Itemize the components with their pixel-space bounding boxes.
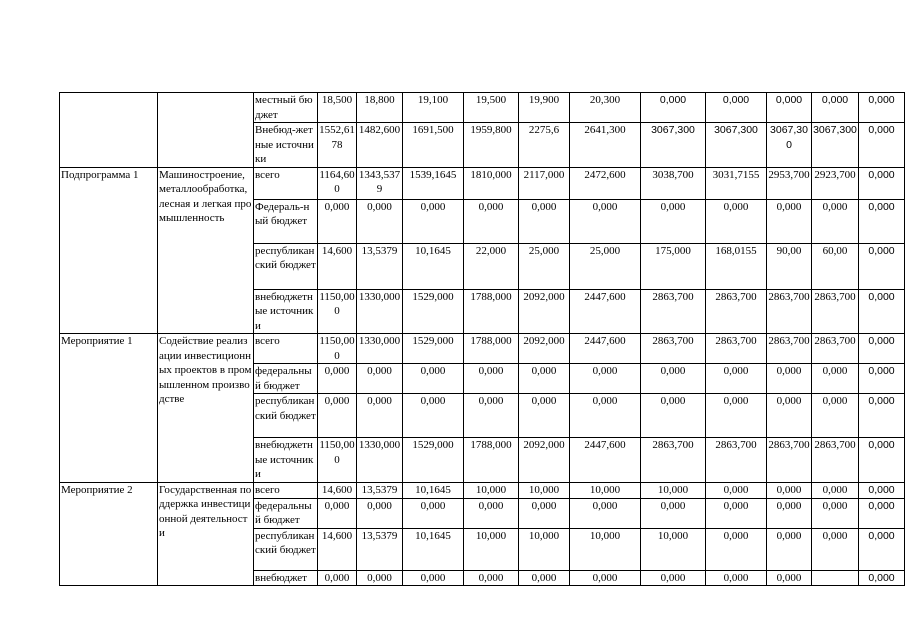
table-cell: 2092,000 — [519, 334, 570, 364]
table-cell: 10,000 — [641, 528, 706, 570]
table-cell: 1482,600 — [357, 123, 403, 168]
table-cell: 0,000 — [519, 199, 570, 243]
table-row — [60, 334, 905, 364]
table-cell: 0,000 — [706, 528, 767, 570]
table-cell: 0,000 — [859, 334, 905, 364]
table-cell: 0,000 — [570, 570, 641, 586]
table-cell: 0,000 — [357, 364, 403, 394]
table-row — [60, 167, 905, 199]
table-cell: 1529,000 — [403, 438, 464, 483]
table-cell: 0,000 — [859, 570, 905, 586]
table-cell: Содействие реализации инвестиционных проектов в промышленном производстве — [158, 334, 254, 483]
table-cell: 0,000 — [641, 498, 706, 528]
table-cell: 2953,700 — [767, 167, 812, 199]
table-cell: 1691,500 — [403, 123, 464, 168]
table-cell: 0,000 — [706, 570, 767, 586]
table-cell: 0,000 — [318, 498, 357, 528]
table-cell: 0,000 — [318, 199, 357, 243]
table-cell: 0,000 — [357, 570, 403, 586]
table-cell: 1959,800 — [464, 123, 519, 168]
table-cell: 0,000 — [464, 498, 519, 528]
table-cell: 0,000 — [519, 498, 570, 528]
table-cell: 2472,600 — [570, 167, 641, 199]
table-cell: 1330,000 — [357, 438, 403, 483]
table-cell: республиканский бюджет — [254, 528, 318, 570]
table-cell: 0,000 — [859, 482, 905, 498]
table-cell: 0,000 — [767, 199, 812, 243]
table-cell: 0,000 — [859, 123, 905, 168]
table-cell: 2863,700 — [767, 334, 812, 364]
table-cell: 1164,600 — [318, 167, 357, 199]
table-cell: 14,600 — [318, 482, 357, 498]
table-cell: 0,000 — [767, 570, 812, 586]
table-cell: 2863,700 — [706, 289, 767, 334]
table-cell: 10,1645 — [403, 243, 464, 289]
table-cell: Мероприятие 2 — [60, 482, 158, 586]
table-cell — [158, 93, 254, 168]
table-cell: 1343,5379 — [357, 167, 403, 199]
table-cell: 0,000 — [403, 570, 464, 586]
table-cell: 0,000 — [812, 498, 859, 528]
table-cell: 2447,600 — [570, 438, 641, 483]
table-cell: 0,000 — [318, 364, 357, 394]
table-cell: 10,000 — [570, 528, 641, 570]
table-cell: 10,000 — [519, 482, 570, 498]
table-cell: всего — [254, 482, 318, 498]
table-cell: 2275,6 — [519, 123, 570, 168]
table-cell: 0,000 — [767, 394, 812, 438]
table-cell: 0,000 — [767, 498, 812, 528]
table-cell: Подпрограмма 1 — [60, 167, 158, 334]
table-cell: 10,000 — [519, 528, 570, 570]
table-cell: 0,000 — [812, 528, 859, 570]
table-cell: Внебюд-жетные источники — [254, 123, 318, 168]
table-cell: республиканский бюджет — [254, 394, 318, 438]
table-cell: 0,000 — [767, 482, 812, 498]
table-cell: 0,000 — [519, 364, 570, 394]
table-cell: республиканский бюджет — [254, 243, 318, 289]
table-cell: 18,800 — [357, 93, 403, 123]
table-cell: 0,000 — [464, 199, 519, 243]
table-cell: 25,000 — [570, 243, 641, 289]
table-cell: 2092,000 — [519, 438, 570, 483]
table-cell: 0,000 — [812, 482, 859, 498]
table-cell: 0,000 — [519, 394, 570, 438]
table-cell: 3067,300 — [706, 123, 767, 168]
table-cell: 0,000 — [318, 394, 357, 438]
table-cell: 2923,700 — [812, 167, 859, 199]
table-cell: 0,000 — [767, 364, 812, 394]
table-cell: 3067,300 — [641, 123, 706, 168]
table-cell: 0,000 — [859, 167, 905, 199]
table-cell: 0,000 — [641, 570, 706, 586]
table-cell: 1330,000 — [357, 334, 403, 364]
table-cell: Федераль-ный бюджет — [254, 199, 318, 243]
table-cell: 0,000 — [859, 438, 905, 483]
table-cell: 20,300 — [570, 93, 641, 123]
table-cell: 0,000 — [403, 199, 464, 243]
table-cell: 60,00 — [812, 243, 859, 289]
table-cell: 0,000 — [706, 93, 767, 123]
table-cell: 3031,7155 — [706, 167, 767, 199]
table-cell: 0,000 — [812, 93, 859, 123]
table-cell: 19,900 — [519, 93, 570, 123]
table-cell: 10,000 — [641, 482, 706, 498]
table-cell: 2863,700 — [641, 289, 706, 334]
table-cell: 2447,600 — [570, 289, 641, 334]
table-cell: 0,000 — [859, 528, 905, 570]
table-cell: 175,000 — [641, 243, 706, 289]
table-cell: 2447,600 — [570, 334, 641, 364]
table-cell: 0,000 — [859, 289, 905, 334]
table-cell: 2863,700 — [812, 334, 859, 364]
table-cell: 13,5379 — [357, 528, 403, 570]
table-cell: 0,000 — [767, 93, 812, 123]
table-cell: 2863,700 — [641, 334, 706, 364]
table-cell: 0,000 — [570, 498, 641, 528]
table-body — [60, 93, 905, 586]
table-cell: 19,500 — [464, 93, 519, 123]
table-cell: 90,00 — [767, 243, 812, 289]
table-cell: 3067,300 — [812, 123, 859, 168]
table-cell: 0,000 — [859, 243, 905, 289]
table-cell: 1788,000 — [464, 289, 519, 334]
table-cell: 2863,700 — [641, 438, 706, 483]
table-cell — [812, 570, 859, 586]
table-cell: 13,5379 — [357, 243, 403, 289]
table-cell: 10,1645 — [403, 482, 464, 498]
table-cell: 0,000 — [641, 394, 706, 438]
table-cell: 0,000 — [403, 498, 464, 528]
table-cell: Мероприятие 1 — [60, 334, 158, 483]
budget-table — [59, 92, 905, 586]
table-cell: 14,600 — [318, 243, 357, 289]
table-cell: 18,500 — [318, 93, 357, 123]
table-cell: 2863,700 — [767, 289, 812, 334]
table-row — [60, 482, 905, 498]
table-cell: 19,100 — [403, 93, 464, 123]
table-cell: федеральный бюджет — [254, 364, 318, 394]
table-cell: 0,000 — [859, 394, 905, 438]
table-cell: 0,000 — [641, 199, 706, 243]
table-cell: 0,000 — [464, 364, 519, 394]
table-cell: всего — [254, 167, 318, 199]
table-cell: 2863,700 — [812, 289, 859, 334]
table-cell: 0,000 — [859, 93, 905, 123]
table-cell: 10,000 — [464, 528, 519, 570]
table-cell: 0,000 — [519, 570, 570, 586]
table-cell: 0,000 — [859, 498, 905, 528]
table-cell: 1810,000 — [464, 167, 519, 199]
table-cell: 0,000 — [318, 570, 357, 586]
table-cell: 0,000 — [641, 364, 706, 394]
table-cell: 0,000 — [859, 364, 905, 394]
table-cell: 0,000 — [570, 394, 641, 438]
table-cell: 0,000 — [357, 498, 403, 528]
table-cell: 3067,300 — [767, 123, 812, 168]
table-cell — [60, 93, 158, 168]
table-cell: 2863,700 — [706, 438, 767, 483]
table-cell: 0,000 — [706, 199, 767, 243]
table-cell: 10,000 — [464, 482, 519, 498]
table-cell: 0,000 — [464, 570, 519, 586]
table-cell: 0,000 — [706, 394, 767, 438]
table-cell: 14,600 — [318, 528, 357, 570]
table-cell: 2092,000 — [519, 289, 570, 334]
table-cell: 0,000 — [464, 394, 519, 438]
table-cell: 2863,700 — [812, 438, 859, 483]
table-cell: 13,5379 — [357, 482, 403, 498]
table-cell: 0,000 — [357, 394, 403, 438]
table-cell: 25,000 — [519, 243, 570, 289]
table-cell: 1788,000 — [464, 438, 519, 483]
table-cell: 2641,300 — [570, 123, 641, 168]
table-cell: 2863,700 — [706, 334, 767, 364]
table-cell: внебюджет — [254, 570, 318, 586]
table-cell: 0,000 — [570, 364, 641, 394]
table-cell: 1552,6178 — [318, 123, 357, 168]
table-cell: федеральный бюджет — [254, 498, 318, 528]
table-cell: Государственная поддержка инвестиционной деятельности — [158, 482, 254, 586]
table-cell: 1150,000 — [318, 438, 357, 483]
table-cell: 0,000 — [570, 199, 641, 243]
table-cell: всего — [254, 334, 318, 364]
table-cell: 0,000 — [403, 364, 464, 394]
table-cell: 1788,000 — [464, 334, 519, 364]
table-cell: 1539,1645 — [403, 167, 464, 199]
table-cell: 1150,000 — [319, 335, 355, 362]
table-cell: 0,000 — [812, 199, 859, 243]
table-cell: 0,000 — [859, 199, 905, 243]
table-cell: 0,000 — [812, 364, 859, 394]
table-cell: 2117,000 — [519, 167, 570, 199]
table-cell: 0,000 — [767, 528, 812, 570]
table-cell: 10,000 — [570, 482, 641, 498]
table-cell: 0,000 — [706, 364, 767, 394]
table-cell: 10,1645 — [403, 528, 464, 570]
table-cell: внебюджетные источники — [254, 289, 318, 334]
table-cell: 168,0155 — [706, 243, 767, 289]
table-cell: Машиностроение, металлообработка, лесная и легкая промышленность — [158, 167, 254, 334]
table-cell: внебюджетные источники — [254, 438, 318, 483]
table-cell: 22,000 — [464, 243, 519, 289]
table-cell: 3038,700 — [641, 167, 706, 199]
table-cell: 0,000 — [706, 498, 767, 528]
table-cell: 1529,000 — [403, 289, 464, 334]
table-cell: 1150,000 — [318, 289, 357, 334]
table-cell: 0,000 — [706, 482, 767, 498]
table-cell: 0,000 — [357, 199, 403, 243]
table-cell: 2863,700 — [767, 438, 812, 483]
table-cell: 0,000 — [641, 93, 706, 123]
table-cell: 1529,000 — [403, 334, 464, 364]
table-cell: 0,000 — [812, 394, 859, 438]
table-cell: 1330,000 — [357, 289, 403, 334]
table-cell: 0,000 — [403, 394, 464, 438]
table-row — [60, 93, 905, 123]
table-cell: местный бюджет — [254, 93, 318, 123]
